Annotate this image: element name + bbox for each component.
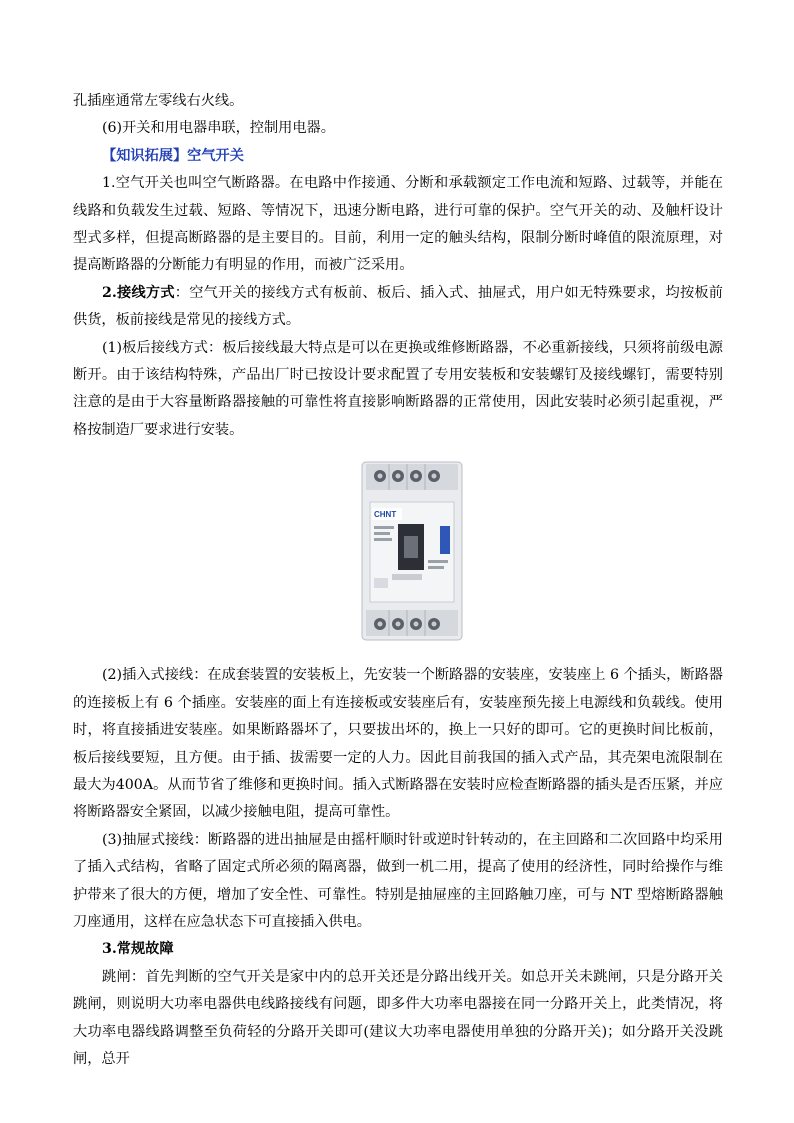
paragraph: (3)抽屉式接线：断路器的进出抽屉是由摇杆顺时针或逆时针转动的，在主回路和二次回路中均采用了插入式结构，省略了固定式所必须的隔离器，做到一机二用，提高了使用的经济性，同时给操作与维护带来了很大的方便，增加了安全性、可靠性。特别是抽屉座的主回路触刀座，可与 NT 型熔断路器触刀座通用，这样在应急状态下可直接插入供电。 [73,831,723,930]
brand-label: CHNT [374,510,397,520]
paragraph [73,280,723,335]
paragraph: 1.空气开关也叫空气断路器。在电路中作接通、分断和承载额定工作电流和短路、过载等，并能在线路和负载发生过载、短路、等情况下，迅速分断电路，进行可靠的保护。空气开关的动、及触杆设计型式多样，但提高断路器的是主要目的。目前，利用一定的触头结构，限制分断时峰值的限流原理，对提高断路器的分断能力有明显的作用，而被广泛采用。 [73,175,723,274]
paragraph-text: ：空气开关的接线方式有板前、板后、插入式、抽屉式，用户如无特殊要求，均按板前供货，板前接线是常见的接线方式。 [73,284,723,329]
section-heading: 【知识拓展】空气开关 [102,147,244,164]
figure [73,456,723,656]
paragraph: 孔插座通常左零线右火线。 [73,93,244,109]
paragraph: (2)插入式接线：在成套装置的安装板上，先安装一个断路器的安装座，安装座上 6 个插头，断路器的连接板上有 6 个插座。安装座的面上有连接板或安装座后有，安装座预先接上电源线和负载线。使用时，将直接插进安装座。如果断路器坏了，只要拔出坏的，换上一只好的即可。它的更换时间比板前，板后接线要短，且方便。由于插、拔需要一定的人力。因此目前我国的插入式产品，其壳架电流限制在最大为400A。从而节省了维修和更换时间。插入式断路器在安装时应检查断路器的插头是否压紧，并应将断路器安全紧固，以减少接触电阻，提高可靠性。 [73,667,723,821]
document-page [73,88,723,1073]
inline-heading: 2.接线方式 [102,284,175,301]
section-heading: 3.常规故障 [102,941,174,958]
paragraph: 跳闸：首先判断的空气开关是家中内的总开关还是分路出线开关。如总开关未跳闸，只是分路开关跳闸，则说明大功率电器供电线路接线有问题，即多件大功率电器接在同一分路开关上，此类情况，将大功率电器线路调整至负荷轻的分路开关即可(建议大功率电器使用单独的分路开关)；如分路开关没跳闸，总开 [73,968,723,1067]
paragraph: (1)板后接线方式：板后接线最大特点是可以在更换或维修断路器，不必重新接线，只须将前级电源断开。由于该结构特殊，产品出厂时已按设计要求配置了专用安装板和安装螺钉及接线螺钉，需要特别注意的是由于大容量断路器接触的可靠性将直接影响断路器的正常使用，因此安装时必须引起重视，严格按制造厂要求进行安装。 [73,339,723,438]
circuit-breaker-image [356,456,468,646]
paragraph: (6)开关和用电器串联，控制用电器。 [102,120,335,137]
